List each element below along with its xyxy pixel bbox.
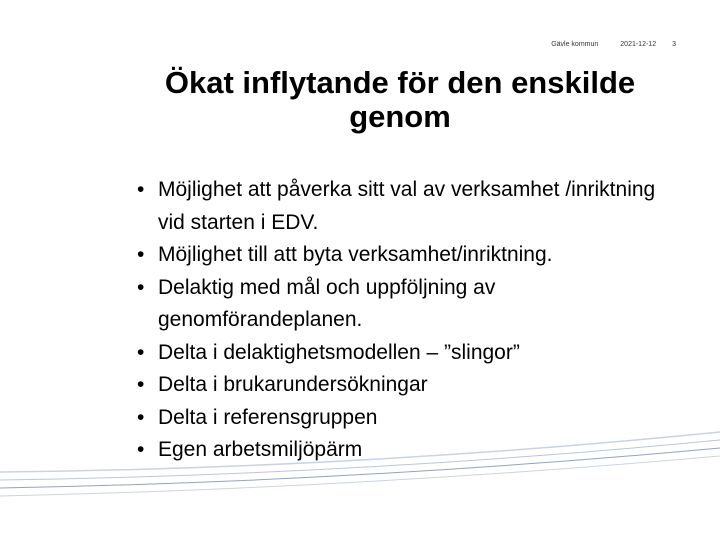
bullet-icon: • bbox=[137, 275, 145, 299]
bullet-item bbox=[137, 174, 677, 239]
bullet-text: Möjlighet till att byta verksamhet/inriktning. bbox=[158, 243, 553, 266]
bullet-item bbox=[137, 272, 677, 337]
bullet-text: Delaktig med mål och uppföljning av genomförandeplanen. bbox=[158, 275, 496, 331]
bullet-item bbox=[137, 369, 677, 402]
page-number: 3 bbox=[672, 41, 676, 48]
bullet-text: Delta i brukarundersökningar bbox=[158, 373, 428, 396]
bullet-list bbox=[137, 174, 677, 467]
slide-title: Ökat inflytande för den enskilde genom bbox=[164, 65, 636, 134]
bullet-text: Delta i referensgruppen bbox=[158, 405, 378, 429]
slide-header bbox=[551, 41, 676, 48]
bullet-icon: • bbox=[137, 405, 145, 429]
bullet-icon: • bbox=[137, 178, 145, 201]
slide-date: 2021-12-12 bbox=[620, 41, 657, 48]
bullet-text: Egen arbetsmiljöpärm bbox=[158, 438, 363, 461]
bullet-icon: • bbox=[137, 340, 145, 364]
bullet-icon: • bbox=[137, 373, 145, 396]
bullet-text: Möjlighet att påverka sitt val av verksamhet /inriktning vid starten i EDV. bbox=[158, 178, 656, 234]
bullet-item bbox=[137, 337, 677, 370]
organization-name: Gävle kommun bbox=[551, 41, 599, 48]
decorative-swoosh bbox=[0, 430, 720, 540]
bullet-text: Delta i delaktighetsmodellen – ”slingor” bbox=[158, 340, 520, 364]
bullet-item bbox=[137, 239, 677, 272]
bullet-icon: • bbox=[137, 438, 145, 461]
bullet-icon: • bbox=[137, 243, 145, 266]
